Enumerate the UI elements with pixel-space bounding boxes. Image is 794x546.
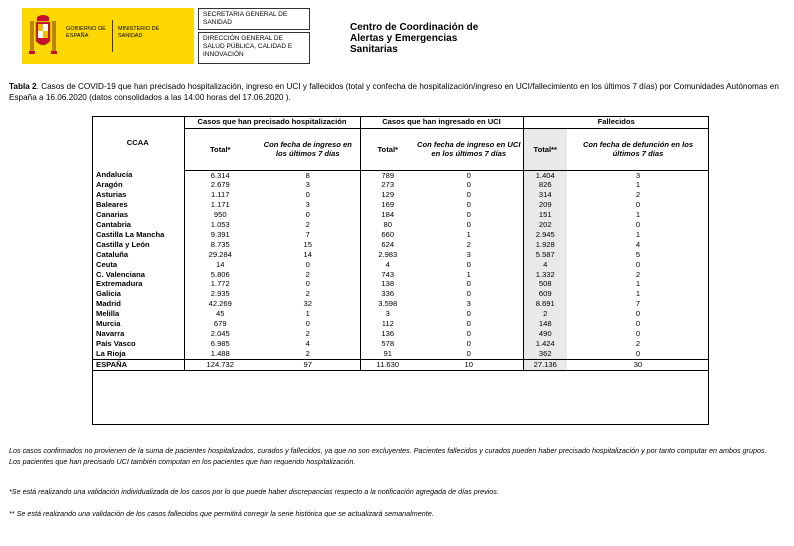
cell-value: 624	[360, 240, 415, 250]
table-row	[92, 230, 709, 240]
cell-value: 3	[305, 200, 310, 210]
cell-value: 314	[523, 190, 567, 200]
table-row	[92, 190, 709, 200]
document-header	[0, 0, 794, 70]
table-row	[92, 240, 709, 250]
cell-value: 336	[360, 289, 415, 299]
table-row	[92, 270, 709, 280]
government-name: GOBIERNO DE ESPAÑA	[66, 26, 106, 39]
cell-value: 5.806	[184, 270, 256, 280]
cell-value: 2	[466, 239, 471, 249]
cell-value: 0	[635, 329, 641, 338]
cell-value: 11.630	[360, 359, 415, 370]
cell-value: 29.284	[184, 250, 256, 260]
subheader-uci-total: Total*	[360, 128, 415, 170]
ccaa-name: Aragón	[96, 180, 123, 190]
cell-value: 209	[523, 200, 567, 210]
cell-value: 0	[466, 309, 471, 319]
cell-value: 1	[305, 309, 310, 319]
cell-value: 0	[466, 190, 471, 200]
cell-value: 0	[635, 200, 641, 210]
cell-value: 2	[305, 348, 310, 358]
cell-value: 1	[635, 229, 641, 239]
cell-value: 32	[303, 299, 312, 309]
cell-value: 1	[635, 180, 641, 190]
cell-value: 1	[466, 229, 471, 239]
cell-value: 0	[466, 259, 471, 269]
cell-value: 1	[635, 279, 641, 289]
cell-value: 1.488	[184, 349, 256, 359]
ccaa-name: Melilla	[96, 309, 120, 319]
cell-value: 0	[635, 220, 641, 230]
table-caption	[9, 81, 779, 103]
table-row	[92, 329, 709, 339]
cell-value: 91	[360, 349, 415, 359]
cell-value: 2	[523, 309, 567, 319]
cell-value: 138	[360, 279, 415, 289]
direccion-box: DIRECCIÓN GENERAL DE SALUD PÚBLICA, CALIDAD E INNOVACIÓN	[198, 32, 310, 64]
ccaa-name: Galicia	[96, 289, 121, 299]
cell-value: 578	[360, 339, 415, 349]
ccaa-name: Baleares	[96, 200, 128, 210]
cell-value: 202	[523, 220, 567, 230]
cell-value: 2.045	[184, 329, 256, 339]
ccaa-name: País Vasco	[96, 338, 136, 348]
table-row	[92, 260, 709, 270]
cell-value: 0	[305, 190, 310, 200]
cell-value: 508	[523, 279, 567, 289]
cell-value: 4	[523, 260, 567, 270]
cell-value: 2.945	[523, 230, 567, 240]
subheader-uci-7d: Con fecha de ingreso en UCI en los últimos 7 días	[415, 128, 523, 170]
cell-value: 273	[360, 180, 415, 190]
cell-value: 789	[360, 170, 415, 180]
ccaa-name: Andalucía	[96, 170, 133, 180]
cell-value: 0	[305, 319, 310, 329]
ccaa-name: Castilla La Mancha	[96, 229, 165, 239]
cell-value: 0	[466, 338, 471, 348]
group-header-hospital: Casos que han precisado hospitalización	[184, 116, 360, 128]
cell-value: 2.935	[184, 289, 256, 299]
ministry-name: MINISTERIO DE SANIDAD	[118, 26, 160, 39]
cell-value: 2	[635, 338, 641, 348]
ccaa-name: ESPAÑA	[92, 359, 184, 370]
caption-text: . Casos de COVID-19 que han precisado hospitalización, ingreso en UCI y fallecidos (total y confecha de hospitalización/ingreso en UCI/fallecimiento en los últimos 7 días) por Comunidades Autónomas en España a 16.06.2020 (datos consolidados a las 14:00 horas del 17.06.2020 ).	[9, 82, 779, 102]
cell-value: 2	[305, 220, 310, 230]
table-row	[92, 220, 709, 230]
note-main: Los casos confirmados no provienen de la suma de pacientes hospitalizados, curados y fallecidos, ya que no son excluyentes. Pacientes fallecidos y curados pueden haber precisado hospitalización y por tanto computar en ambos grupos. Los pacientes que han precisado UCI también computan en los pacientes que han requerido hospitalización.	[9, 446, 767, 466]
ccaa-header: CCAA	[126, 138, 149, 148]
cell-value: 4	[360, 260, 415, 270]
cell-value: 148	[523, 319, 567, 329]
cell-value: 660	[360, 230, 415, 240]
cell-value: 609	[523, 289, 567, 299]
cell-value: 0	[466, 319, 471, 329]
cell-value: 30	[567, 359, 709, 370]
cell-value: 1.053	[184, 220, 256, 230]
table-row	[92, 250, 709, 260]
cell-value: 2	[305, 289, 310, 299]
cell-value: 490	[523, 329, 567, 339]
cell-value: 3	[305, 180, 310, 190]
ccaa-name: Cataluña	[96, 249, 129, 259]
table-row	[92, 299, 709, 309]
cell-value: 0	[466, 279, 471, 289]
cell-value: 2	[635, 190, 641, 200]
cell-value: 3	[466, 299, 471, 309]
cell-value: 97	[256, 359, 360, 370]
group-header-fallecidos: Fallecidos	[523, 116, 709, 128]
cell-value: 5.587	[523, 250, 567, 260]
cell-value: 0	[466, 348, 471, 358]
cell-value: 2.983	[360, 250, 415, 260]
ccaa-name: Asturias	[96, 190, 127, 200]
note-asterisk: *Se está realizando una validación individualizada de los casos por lo que puede haber discrepancias respecto a la notificación agregada de días previos.	[9, 487, 499, 496]
cell-value: 3.598	[360, 299, 415, 309]
ccaa-name: La Rioja	[96, 348, 126, 358]
cell-value: 362	[523, 349, 567, 359]
table-row	[92, 279, 709, 289]
ccaa-name: Ceuta	[96, 259, 118, 269]
cell-value: 2	[635, 269, 641, 279]
coat-of-arms-icon	[28, 13, 58, 59]
cell-value: 1	[466, 269, 471, 279]
cell-value: 124.732	[184, 359, 256, 370]
cell-value: 8.691	[523, 299, 567, 309]
cell-value: 1	[635, 289, 641, 299]
logo-divider	[112, 20, 113, 52]
cell-value: 8	[305, 170, 310, 180]
cell-value: 10	[415, 359, 523, 370]
cell-value: 679	[184, 319, 256, 329]
table-row	[92, 170, 709, 180]
cell-value: 0	[466, 180, 471, 190]
cell-value: 0	[466, 170, 471, 180]
table-label: Tabla 2	[9, 82, 37, 91]
cell-value: 42.269	[184, 299, 256, 309]
covid-table	[92, 116, 709, 371]
total-row	[92, 359, 709, 370]
cell-value: 1	[635, 210, 641, 220]
cell-value: 15	[303, 239, 312, 249]
cell-value: 7	[305, 229, 310, 239]
cell-value: 4	[635, 239, 641, 249]
ccaa-name: Castilla y León	[96, 239, 150, 249]
cell-value: 0	[635, 259, 641, 269]
cell-value: 6.985	[184, 339, 256, 349]
cell-value: 14	[303, 249, 312, 259]
cell-value: 3	[466, 249, 471, 259]
cell-value: 8.735	[184, 240, 256, 250]
cell-value: 1.332	[523, 270, 567, 280]
cell-value: 1.772	[184, 279, 256, 289]
cell-value: 950	[184, 210, 256, 220]
table-row	[92, 319, 709, 329]
cell-value: 14	[184, 260, 256, 270]
cell-value: 3	[635, 170, 641, 180]
table-row	[92, 210, 709, 220]
ccaa-name: Cantabria	[96, 220, 132, 230]
cell-value: 7	[635, 299, 641, 309]
cell-value: 0	[466, 289, 471, 299]
cell-value: 1.117	[184, 190, 256, 200]
cell-value: 1.424	[523, 339, 567, 349]
cell-value: 136	[360, 329, 415, 339]
ccaa-name: C. Valenciana	[96, 269, 145, 279]
cell-value: 3	[360, 309, 415, 319]
cell-value: 2	[305, 269, 310, 279]
ccaa-name: Murcia	[96, 319, 121, 329]
cell-value: 5	[635, 249, 641, 259]
subheader-fall-total: Total**	[523, 128, 567, 170]
cell-value: 6.314	[184, 170, 256, 180]
ccaa-name: Navarra	[96, 329, 125, 338]
cell-value: 0	[466, 200, 471, 210]
cell-value: 2.679	[184, 180, 256, 190]
table-row	[92, 180, 709, 190]
cell-value: 184	[360, 210, 415, 220]
table-row	[92, 289, 709, 299]
cell-value: 80	[360, 220, 415, 230]
subheader-fall-7d: Con fecha de defunción en los últimos 7 días	[567, 128, 709, 170]
table-row	[92, 200, 709, 210]
note-double-asterisk: ** Se está realizando una validación de los casos fallecidos que permitirá corregir la serie histórica que se actualizará semanalmente.	[9, 509, 434, 518]
cell-value: 151	[523, 210, 567, 220]
cell-value: 0	[635, 348, 641, 358]
cell-value: 129	[360, 190, 415, 200]
cell-value: 1.404	[523, 170, 567, 180]
cell-value: 1.928	[523, 240, 567, 250]
secretaria-box: SECRETARIA GENERAL DE SANIDAD	[198, 8, 310, 30]
table-body	[92, 170, 709, 370]
cell-value: 743	[360, 270, 415, 280]
subheader-hosp-7d: Con fecha de ingreso en los últimos 7 días	[256, 128, 360, 170]
ccaa-name: Madrid	[96, 299, 121, 309]
government-logo-block	[22, 8, 194, 64]
cell-value: 169	[360, 200, 415, 210]
table-row	[92, 349, 709, 359]
cell-value: 0	[635, 309, 641, 319]
ccaa-name: Canarias	[96, 210, 129, 220]
table-row	[92, 309, 709, 319]
cell-value: 0	[305, 210, 310, 220]
cell-value: 0	[635, 319, 641, 329]
group-header-uci: Casos que han ingresado en UCI	[360, 116, 523, 128]
cell-value: 4	[305, 338, 310, 348]
cell-value: 1.171	[184, 200, 256, 210]
cell-value: 826	[523, 180, 567, 190]
cell-value: 0	[466, 210, 471, 220]
cell-value: 9.391	[184, 230, 256, 240]
subheader-hosp-total: Total*	[184, 128, 256, 170]
cell-value: 0	[466, 329, 471, 338]
cell-value: 0	[305, 259, 310, 269]
center-title: Centro de Coordinación de Alertas y Emergencias Sanitarias	[350, 22, 479, 55]
cell-value: 112	[360, 319, 415, 329]
cell-value: 27.136	[523, 359, 567, 370]
cell-value: 0	[466, 220, 471, 230]
cell-value: 45	[184, 309, 256, 319]
table-row	[92, 339, 709, 349]
cell-value: 2	[305, 329, 310, 338]
ccaa-name: Extremadura	[96, 279, 143, 289]
cell-value: 0	[305, 279, 310, 289]
